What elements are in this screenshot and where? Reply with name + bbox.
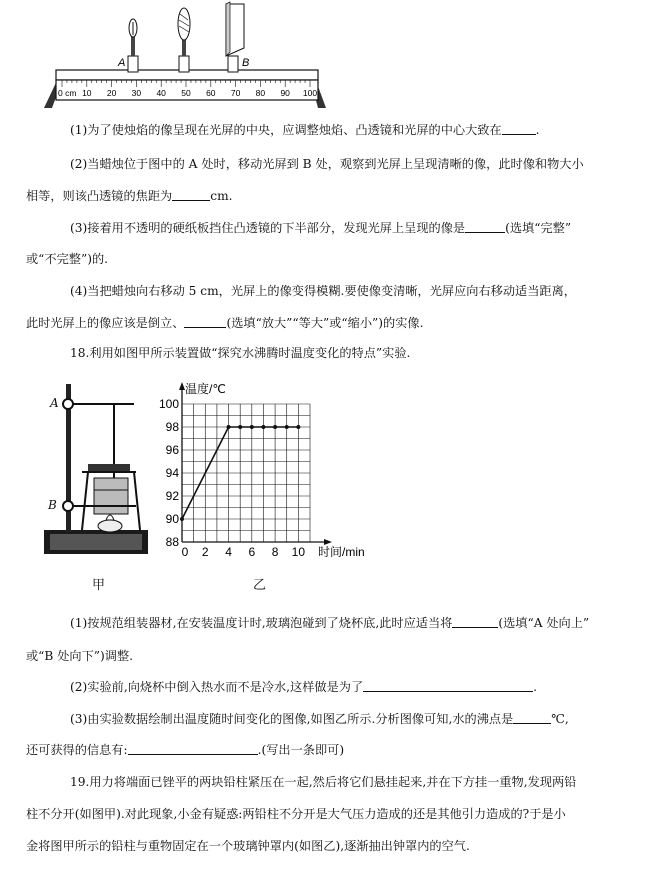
q17-part2a: (2)当蜡烛位于图中的 A 处时，移动光屏到 B 处，观察到光屏上呈现清晰的像，此时像和物大小 xyxy=(70,157,584,171)
ruler-tick-label: 60 xyxy=(206,88,216,98)
clamp-b-icon xyxy=(63,501,73,511)
q17-part3a: (3)接着用不透明的硬纸板挡住凸透镜的下半部分，发现光屏上呈现的像是 (选填“完整” xyxy=(70,221,572,235)
q18-part3b: 还可获得的信息有: .(写出一条即可) xyxy=(26,743,345,757)
y-tick-label: 90 xyxy=(165,512,179,526)
y-tick-label: 94 xyxy=(165,466,179,480)
answer-blank[interactable] xyxy=(513,711,551,724)
q17-part4b: 此时光屏上的像应该是倒立、 (选填“放大”“等大”或“缩小”)的实像. xyxy=(26,316,424,330)
ruler-tick-label: 30 xyxy=(131,88,142,98)
ruler-tick-label: 20 xyxy=(106,88,117,98)
data-point xyxy=(273,425,277,429)
alcohol-lamp-icon xyxy=(98,520,122,532)
x-tick-label: 10 xyxy=(291,545,306,559)
data-point xyxy=(238,425,242,429)
clamp-a-icon xyxy=(63,399,73,409)
y-tick-label: 88 xyxy=(165,535,179,549)
y-tick-label: 92 xyxy=(165,489,179,503)
q17-part4a: (4)当把蜡烛向右移动 5 cm，光屏上的像变得模糊.要使像变清晰，光屏应向右移动适当距离， xyxy=(70,284,576,298)
ruler-tick-label: 80 xyxy=(255,88,266,98)
temperature-time-chart xyxy=(158,378,368,568)
answer-blank[interactable] xyxy=(184,315,226,328)
beaker-icon xyxy=(94,478,128,514)
q19-line2: 柱不分开(如图甲).对此现象,小金有疑惑:两铅柱不分开是大气压力造成的还是其他引力造成的?于是小 xyxy=(26,807,566,821)
answer-blank[interactable] xyxy=(363,679,533,692)
apparatus-label-a: A xyxy=(50,396,59,410)
position-b-label: B xyxy=(242,57,250,69)
x-tick-label: 4 xyxy=(225,545,232,559)
q18-part1b: 或“B 处向下”)调整. xyxy=(26,649,134,663)
q18-part1: (1)按规范组装器材,在安装温度计时,玻璃泡碰到了烧杯底,此时应适当将 (选填“A 处向上” xyxy=(70,616,590,630)
q17-part1: (1)为了使烛焰的像呈现在光屏的中央，应调整烛焰、凸透镜和光屏的中心大致在 . xyxy=(70,123,540,137)
q18-part2: (2)实验前,向烧杯中倒入热水而不是冷水,这样做是为了 . xyxy=(70,680,538,694)
answer-blank[interactable] xyxy=(172,188,210,201)
x-tick-label: 6 xyxy=(248,545,256,559)
x-axis-label: 时间/min xyxy=(318,545,365,559)
data-point xyxy=(261,425,265,429)
data-point xyxy=(296,425,300,429)
data-point xyxy=(285,425,289,429)
x-tick-label: 2 xyxy=(201,545,209,559)
ruler-tick-label: 10 xyxy=(82,88,92,98)
ruler-tick-label: 90 xyxy=(280,88,290,98)
answer-blank[interactable] xyxy=(452,615,498,628)
q17-part3b: 或“不完整”)的. xyxy=(26,252,109,266)
y-axis-label: 温度/℃ xyxy=(185,382,226,396)
q19-line1: 19.用力将端面已锉平的两块铅柱紧压在一起,然后将它们悬挂起来,并在下方挂一重物,发现两铅 xyxy=(70,775,577,789)
ruler-tick-label: 40 xyxy=(156,88,166,98)
y-tick-label: 98 xyxy=(165,420,179,434)
candle-icon xyxy=(128,19,138,72)
ruler-unit-label: 0 cm xyxy=(58,88,77,98)
answer-blank[interactable] xyxy=(128,742,258,755)
x-tick-label: 8 xyxy=(271,545,279,559)
y-tick-label: 100 xyxy=(158,397,179,411)
x-tick-label: 0 xyxy=(181,545,189,559)
ruler-tick-label: 70 xyxy=(230,88,241,98)
data-point xyxy=(250,425,254,429)
q17-part2b: 相等，则该凸透镜的焦距为 cm. xyxy=(26,189,233,203)
apparatus-label-b: B xyxy=(48,498,57,512)
position-a-label: A xyxy=(118,57,126,69)
y-tick-label: 96 xyxy=(165,443,179,457)
q18-title: 18.利用如图甲所示装置做“探究水沸腾时温度变化的特点”实验. xyxy=(70,346,411,360)
q18-part3: (3)由实验数据绘制出温度随时间变化的图像,如图乙所示.分析图像可知,水的沸点是 ℃, xyxy=(70,712,569,726)
ruler-tick-label: 50 xyxy=(181,88,191,98)
caption-jia: 甲 xyxy=(92,578,106,593)
ruler-tick-label: 100 xyxy=(302,88,318,98)
convex-lens-icon xyxy=(178,8,190,72)
answer-blank[interactable] xyxy=(465,220,505,233)
data-point xyxy=(180,517,184,521)
q19-line3: 金将图甲所示的铅柱与重物固定在一个玻璃钟罩内(如图乙),逐渐抽出钟罩内的空气. xyxy=(26,839,470,853)
answer-blank[interactable] xyxy=(502,122,536,135)
caption-yi: 乙 xyxy=(253,578,267,593)
data-point xyxy=(227,425,231,429)
optical-bench-figure xyxy=(40,0,330,112)
